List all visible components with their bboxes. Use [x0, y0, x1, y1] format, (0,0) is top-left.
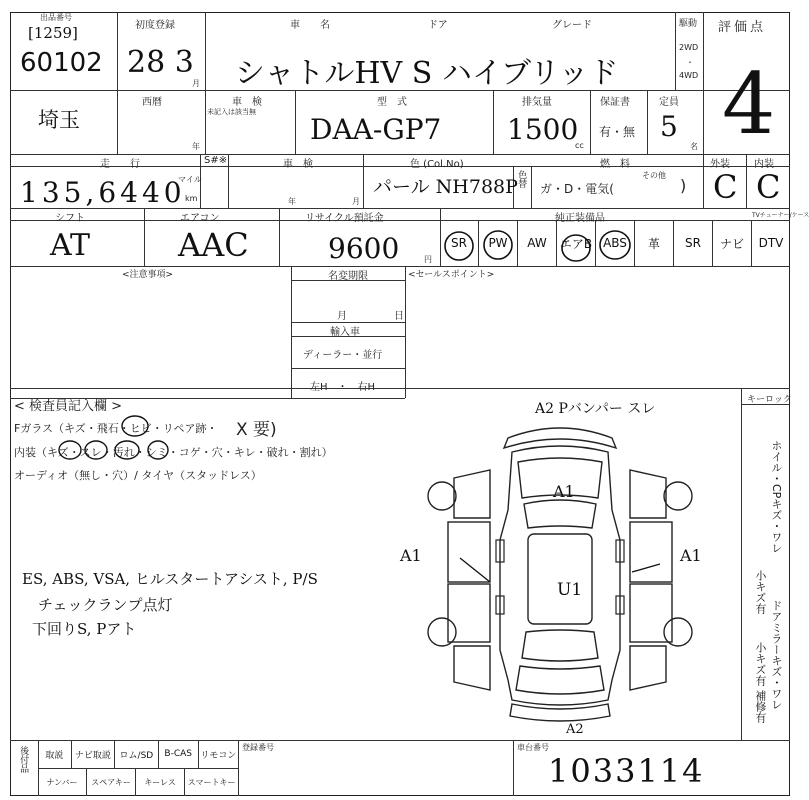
dealer-label: ディーラー・並行: [303, 350, 383, 361]
ac-label: エアコン: [180, 213, 220, 224]
equip-airbag: エアB: [557, 220, 596, 266]
equipment-circles: [440, 220, 790, 266]
fuel-label: 燃 料: [600, 159, 630, 170]
interior-value: C: [756, 168, 781, 206]
side-note-scratch-1: 小キズ有: [753, 570, 767, 614]
circle-rub: [85, 441, 107, 459]
right-rear-fender: [630, 646, 666, 690]
tv-tuner-label: TVチューナー/ケース: [752, 212, 809, 219]
inspector-circles: [10, 410, 310, 480]
audio-line: オーディオ（無し・穴）/ タイヤ（スタッドレス）: [14, 469, 262, 482]
chassis-value: 1033114: [548, 752, 705, 790]
inspection-note: 未記入は該当無: [207, 108, 256, 116]
first-reg-label: 初度登録: [135, 20, 175, 31]
hand-label: 左H ・ 右H: [310, 382, 376, 393]
lot-code: [1259]: [28, 24, 78, 42]
left-front-fender: [454, 470, 490, 518]
keyless-label: キーロック: [747, 395, 792, 405]
car-name-label: 車 名: [290, 20, 330, 31]
rear-bumper: [510, 704, 610, 721]
capacity-label: 定員: [659, 97, 679, 108]
warranty-value: 有・無: [599, 125, 636, 139]
recycle-label: リサイクル預託金: [305, 213, 384, 224]
circle-scratch: [59, 441, 81, 459]
model-value: DAA-GP7: [310, 113, 442, 146]
side-note-wheel: ホイル・CPキズ・ワレ: [769, 440, 783, 554]
circle-airbag: [562, 235, 590, 261]
circle-stain: [148, 441, 168, 459]
model-label: 型 式: [377, 97, 407, 108]
car-name-value: シャトルHV S ハイブリッド: [235, 56, 619, 91]
era-year-unit: 年: [192, 142, 200, 151]
equip-dtv: DTV: [758, 236, 784, 250]
mark-rear: A2: [566, 722, 584, 737]
equip-sr2: SR: [674, 220, 713, 266]
fuel-other: その他: [642, 171, 666, 180]
drive-2wd: 2WD: [679, 43, 699, 52]
door-label: ドア: [428, 20, 448, 31]
shift-value: AT: [50, 228, 91, 263]
hw-note-3: 下回りS, Pアト: [32, 620, 137, 638]
interior-line: 内装（キズ・スレ・汚れ・シミ・コゲ・穴・キレ・破れ・割れ）: [14, 446, 333, 459]
acc-remote: リモコン: [200, 750, 237, 761]
acc-bcas: B-CAS: [159, 740, 199, 768]
roof: [528, 534, 592, 624]
equip-abs: ABS: [596, 220, 635, 266]
pointer-right: [632, 564, 660, 572]
equip-navi: ナビ: [713, 220, 752, 266]
first-reg-value: 28 3: [127, 45, 194, 80]
mileage-label: 走 行: [100, 159, 140, 170]
right-front-door: [630, 522, 672, 582]
km-unit: km: [185, 194, 198, 203]
shaken-label: 車 検: [283, 159, 313, 170]
acc-keyless: キーレス: [136, 768, 185, 796]
import-label: 輸入車: [330, 327, 360, 338]
car-diagram: [420, 400, 730, 740]
glass-x: X 要): [236, 420, 277, 440]
recycle-value: 9600: [328, 232, 400, 265]
mark-left: A1: [400, 546, 422, 565]
exterior-label: 外装: [710, 159, 730, 170]
shift-label: シフト: [55, 213, 85, 224]
accessory-row-1: [38, 740, 238, 768]
equip-pw: PW: [479, 220, 518, 266]
cc-unit: cc: [575, 141, 584, 150]
acc-navi-manual: ナビ取説: [72, 740, 115, 768]
circle-pw: [484, 231, 512, 259]
trunk: [516, 666, 604, 694]
warranty-label: 保証書: [600, 97, 630, 108]
sales-label: <セールスポイント>: [408, 270, 495, 280]
shaken-year-unit: 年: [288, 197, 296, 206]
side-note-scratch-2: 小キズ有: [753, 642, 767, 686]
left-rear-door: [448, 584, 490, 642]
wheel-rear-left: [428, 618, 456, 646]
mark-roof: U1: [557, 580, 583, 600]
acc-spare-key: スペアキー: [87, 768, 136, 796]
drive-label: 駆動: [679, 19, 698, 29]
right-front-fender: [630, 470, 666, 518]
drive-dot: ・: [686, 58, 694, 67]
acc-manual: 取説: [38, 740, 72, 768]
s-label: S#※: [204, 155, 228, 166]
equipment-label: 純正装備品: [555, 213, 605, 224]
accessory-row-2: [38, 768, 238, 796]
equip-sr: SR: [440, 220, 479, 266]
interior-label: 内装: [754, 159, 774, 170]
name-change-day: 日: [394, 311, 404, 322]
wheel-front-left: [428, 482, 456, 510]
mark-right: A1: [680, 546, 702, 565]
exterior-value: C: [713, 168, 738, 206]
ac-value: AAC: [178, 226, 249, 264]
inspection-label: 車 検: [232, 97, 262, 108]
front-bumper: [504, 428, 616, 448]
acc-rom-sd: ロム/SD: [115, 740, 158, 768]
fuel-options: ガ・D・電気(: [540, 182, 614, 196]
region-value: 埼玉: [38, 108, 80, 132]
color-value: パール NH788P: [373, 176, 518, 198]
name-change-month: 月: [337, 311, 347, 322]
right-rear-door: [630, 584, 672, 642]
glass-line: Fガラス（キズ・飛石・ヒビ・リペア跡・: [14, 422, 218, 435]
side-note-mirror: ドアミラーキズ・ワレ: [769, 600, 783, 710]
reg-number-label: 登録番号: [242, 743, 274, 752]
circle-chip: [122, 416, 148, 436]
left-front-door: [448, 522, 490, 582]
circle-abs: [600, 231, 630, 259]
mark-front: A2 Pバンパー スレ: [535, 401, 656, 417]
fuel-close: ): [680, 176, 687, 195]
mileage-value: 135,6440: [20, 176, 186, 209]
color-label: 色 (Col.No): [410, 159, 464, 170]
first-reg-month-unit: 月: [192, 79, 200, 88]
yen-unit: 円: [424, 255, 432, 264]
accessory-label: 後付品: [18, 746, 29, 773]
chassis-label: 車台番号: [517, 743, 549, 752]
circle-sr: [445, 232, 473, 260]
hw-note-2: チェックランプ点灯: [38, 596, 173, 614]
grade-label: グレード: [552, 20, 592, 31]
score-value: 4: [722, 55, 776, 153]
wheel-rear-right: [664, 618, 692, 646]
mark-hood: A1: [553, 482, 575, 501]
pointer-left: [460, 558, 490, 582]
color-change-label: 色替: [516, 170, 527, 188]
equip-leather: 革: [635, 220, 674, 266]
acc-plate: ナンバー: [38, 768, 87, 796]
venue-label: 出品番号: [40, 13, 72, 22]
inspector-title: < 検査員記入欄 >: [14, 399, 123, 414]
left-rear-fender: [454, 646, 490, 690]
score-label: 評価点: [718, 20, 767, 35]
name-change-label: 名変期限: [328, 271, 368, 282]
lot-number: 60102: [20, 48, 103, 78]
mile-unit: マイル: [178, 175, 202, 184]
side-note-repair: 補修有: [753, 690, 767, 723]
windshield: [524, 500, 596, 528]
hw-note-1: ES, ABS, VSA, ヒルスタートアシスト, P/S: [22, 570, 318, 588]
circle-dirt: [115, 441, 139, 459]
shaken-month-unit: 月: [352, 197, 360, 206]
wheel-front-right: [664, 482, 692, 510]
era-label: 西暦: [142, 97, 162, 108]
rear-window: [522, 630, 598, 661]
caution-label: <注意事項>: [122, 270, 174, 280]
acc-smart-key: スマートキー: [187, 777, 236, 787]
capacity-unit: 名: [690, 142, 698, 151]
equip-aw: AW: [518, 220, 557, 266]
capacity-value: 5: [660, 110, 678, 143]
drive-4wd: 4WD: [679, 71, 699, 80]
displacement-label: 排気量: [522, 97, 552, 108]
displacement-value: 1500: [507, 113, 579, 146]
